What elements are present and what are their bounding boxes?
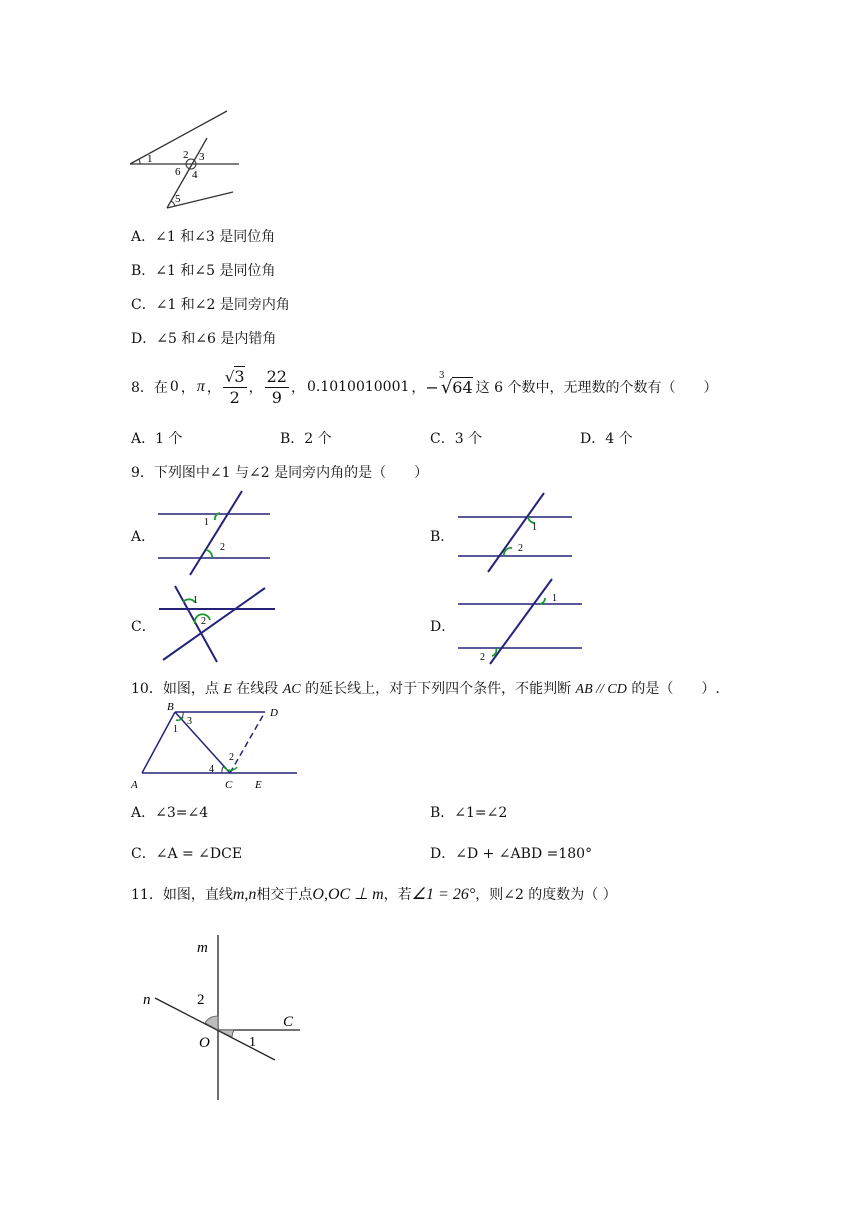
q10-label-d: D	[270, 707, 278, 719]
q11-label-o: O	[199, 1035, 210, 1051]
q10-label-c: C	[225, 779, 233, 791]
q8-num-22: 22	[266, 366, 287, 386]
q8-option-d: D．4 个	[580, 431, 633, 447]
q8-zero: 0	[169, 379, 179, 395]
q10-option-c: C．∠A = ∠DCE	[131, 846, 243, 862]
q8-sep: ，	[206, 380, 221, 396]
q8-sep: ，	[411, 380, 426, 396]
q8-sep: ，	[248, 380, 263, 396]
q9-figure-d	[452, 574, 587, 666]
q11-label-1: 1	[249, 1035, 256, 1050]
q7-slant-line-1	[130, 111, 227, 164]
q10-stem-b: 在线段	[231, 681, 283, 697]
q11-stem-d: ，则∠2 的度数为（ ）	[475, 887, 617, 903]
q7-label-4: 4	[192, 169, 198, 181]
q7-label-2: 2	[183, 149, 189, 161]
q8-sqrt3-over-2: $\frac{√3}{2}$	[224, 366, 245, 407]
q11-label-m: m	[197, 940, 208, 956]
q10-ab-parallel-cd: AB // CD	[575, 682, 627, 697]
q9-figure-c	[155, 580, 280, 665]
q7-figure	[125, 108, 245, 212]
q10-angle-1: 1	[173, 724, 178, 735]
q10-figure	[125, 700, 305, 795]
q10-angle-2: 2	[229, 752, 234, 763]
q8-suffix: 这 6 个数中，无理数的个数有（ ）	[475, 380, 718, 396]
q11-label-c: C	[283, 1014, 294, 1030]
q10-stem-d: 的是（ ）.	[626, 681, 720, 697]
q10-segment-ac: AC	[282, 682, 301, 697]
q8-cube-index: 3	[438, 370, 445, 381]
q10-option-b: B．∠1=∠2	[430, 805, 508, 821]
q7-label-5: 5	[175, 193, 181, 205]
q9-option-a-letter: A．	[131, 529, 156, 545]
q11-stem-b: 相交于点	[256, 887, 313, 903]
q7-option-b: B．∠1 和∠5 是同位角	[131, 263, 276, 279]
q7-option-d: D．∠5 和∠6 是内错角	[131, 331, 277, 347]
q8-neg-sign: −	[425, 377, 439, 397]
q8-sqrt3-radicand: 3	[234, 366, 245, 386]
q10-label-b: B	[167, 701, 174, 713]
q10-angle-3: 3	[187, 716, 192, 727]
q11-stem-c: ，若	[383, 887, 412, 903]
q9b-label-2: 2	[518, 543, 523, 554]
q9d-label-2: 2	[480, 652, 485, 663]
q10-label-e: E	[255, 779, 262, 791]
q11-lines-mn: m,n	[232, 886, 257, 903]
q10-label-a: A	[131, 779, 138, 791]
q7-label-1: 1	[147, 153, 153, 165]
q9d-label-1: 1	[552, 593, 557, 604]
q11-label-2: 2	[197, 992, 205, 1008]
q7-label-6: 6	[175, 166, 181, 178]
q9a-label-1: 1	[204, 517, 209, 528]
q8-decimal: 0.1010010001	[306, 379, 410, 395]
q8-stem	[131, 362, 717, 412]
q11-point-o-oc-perp-m: O,OC ⊥ m	[312, 886, 384, 903]
q8-den-9: 9	[271, 387, 282, 407]
q9-option-c-letter: C．	[131, 619, 156, 635]
q10-option-d: D．∠D + ∠ABD =180°	[430, 846, 593, 862]
q10-point-e: E	[223, 682, 232, 697]
q10-stem-a: 10．如图，点	[131, 681, 224, 697]
q9-option-d-letter: D．	[430, 619, 456, 635]
q11-stem-a: 11．如图，直线	[131, 887, 233, 903]
q8-pi: π	[196, 378, 205, 395]
q9a-label-2: 2	[220, 542, 225, 553]
q9-option-b-letter: B．	[430, 529, 455, 545]
q8-option-a: A．1 个	[131, 431, 183, 447]
q8-option-c: C．3 个	[430, 431, 483, 447]
q9-stem: 9．下列图中∠1 与∠2 是同旁内角的是（ ）	[131, 465, 429, 481]
q11-label-n: n	[143, 992, 151, 1008]
q7-option-a: A．∠1 和∠3 是同位角	[131, 229, 276, 245]
q10-stem-c: 的延长线上，对于下列四个条件，不能判断	[300, 681, 576, 697]
q8-sep: ，	[290, 380, 305, 396]
q9-figure-a	[150, 488, 275, 578]
q7-label-3: 3	[199, 151, 205, 163]
q9c-label-2: 2	[201, 616, 206, 627]
q9c-label-1: 1	[193, 595, 198, 606]
q8-sep: ，	[180, 380, 195, 396]
q11-angle-1-value: ∠1 = 26°	[411, 886, 476, 903]
q8-cube-arg: 64	[452, 377, 473, 397]
q8-option-b: B．2 个	[280, 431, 332, 447]
q9-figure-b	[452, 488, 577, 578]
q7-option-c: C．∠1 和∠2 是同旁内角	[131, 297, 290, 313]
q8-22-over-9	[265, 367, 289, 408]
q10-stem	[131, 678, 720, 698]
q10-option-a: A．∠3=∠4	[131, 805, 209, 821]
q8-den-2: 2	[229, 387, 240, 407]
q8-cube-root: 3 √64	[438, 370, 473, 398]
q10-angle-4: 4	[209, 764, 214, 775]
q11-stem	[131, 884, 617, 904]
q9b-label-1: 1	[532, 522, 537, 533]
q8-prefix: 8．在	[131, 380, 168, 396]
q11-figure	[135, 930, 310, 1105]
